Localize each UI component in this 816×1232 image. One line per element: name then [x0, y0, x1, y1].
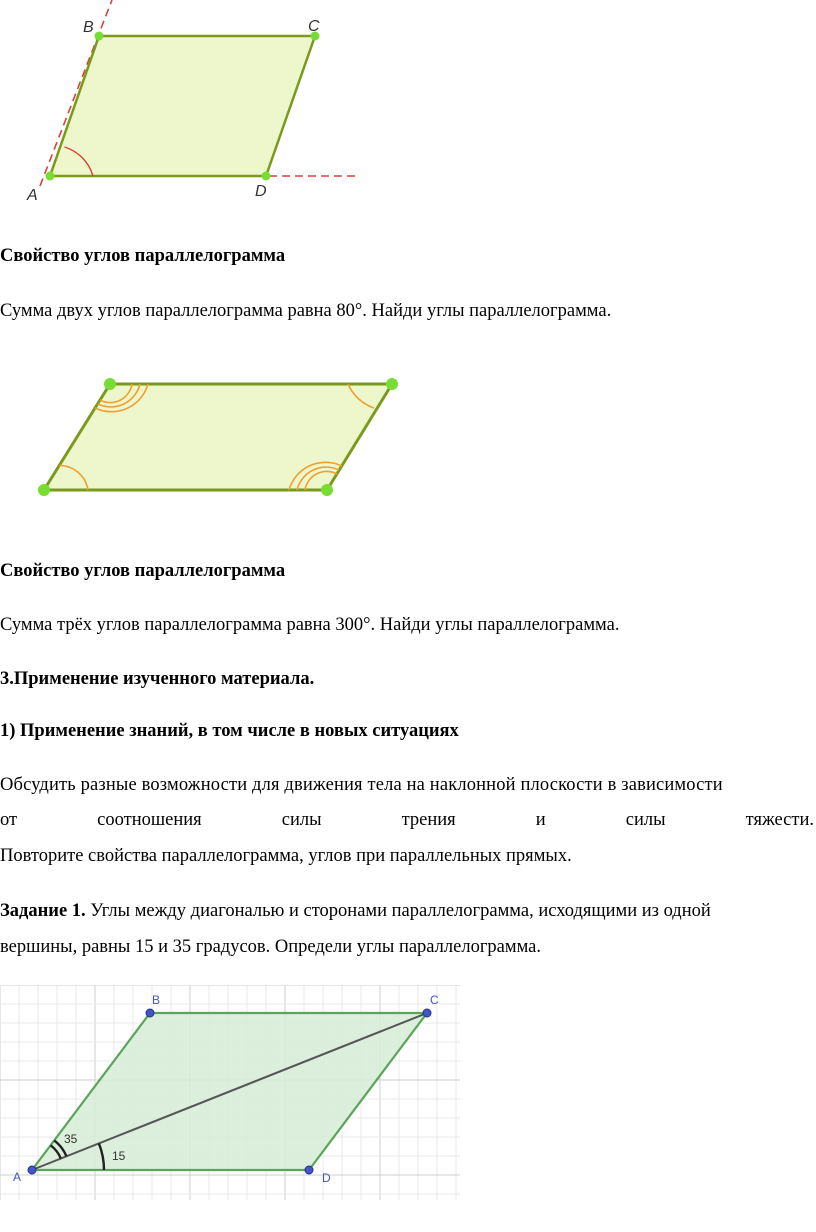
vertex-b	[146, 1009, 154, 1017]
angle-label-15: 15	[112, 1149, 126, 1163]
label-b: B	[83, 19, 94, 36]
word: соотношения	[97, 810, 202, 830]
vertex-d	[262, 172, 271, 181]
task1-line-1	[0, 893, 816, 929]
vertex-a	[46, 172, 55, 181]
task1-text-line1: Углы между диагональю и сторонами параллелограмма, исходящими из одной	[85, 901, 711, 921]
label-d: D	[255, 183, 267, 200]
figure-grid-parallelogram	[0, 985, 460, 1200]
vertex-c	[423, 1009, 431, 1017]
task1-label: Задание 1.	[0, 901, 86, 921]
label-b: B	[152, 993, 161, 1007]
label-a: A	[27, 187, 38, 204]
word: тяжести.	[745, 810, 814, 830]
vertex-d	[305, 1166, 313, 1174]
vertex-top-left	[104, 378, 116, 390]
figure-parallelogram-angles	[0, 370, 420, 510]
figure-parallelogram-abcd	[0, 0, 400, 210]
vertex-a	[28, 1166, 36, 1174]
word: трения	[401, 810, 456, 830]
task1-line-2: вершины, равны 15 и 35 градусов. Определи углы параллелограмма.	[0, 937, 542, 957]
section1-heading: Свойство углов параллелограмма	[0, 246, 286, 266]
discussion-line-1: Обсудить разные возможности для движения тела на наклонной плоскости в зависимости	[0, 775, 723, 795]
label-c: C	[430, 993, 439, 1007]
angle-label-35: 35	[64, 1132, 78, 1146]
vertex-bottom-right	[321, 484, 333, 496]
parallelogram-shape	[50, 36, 315, 176]
discussion-line-3: Повторите свойства параллелограмма, углов при параллельных прямых.	[0, 846, 572, 866]
parallelogram-shape-2	[44, 384, 392, 490]
vertex-b	[95, 32, 104, 41]
label-a: A	[13, 1170, 22, 1184]
word: силы	[625, 810, 666, 830]
word: силы	[281, 810, 322, 830]
word: от	[0, 810, 18, 830]
word: и	[535, 810, 546, 830]
section2-heading: Свойство углов параллелограмма	[0, 561, 286, 581]
section2-text: Сумма трёх углов параллелограмма равна 300°. Найди углы параллелограмма.	[0, 615, 620, 635]
section3-subheading: 1) Применение знаний, в том числе в новых ситуациях	[0, 721, 459, 741]
discussion-line-2	[0, 802, 814, 838]
vertex-bottom-left	[38, 484, 50, 496]
label-c: C	[308, 18, 320, 35]
section3-heading: 3.Применение изученного материала.	[0, 669, 315, 689]
section1-text: Сумма двух углов параллелограмма равна 80°. Найди углы параллелограмма.	[0, 301, 612, 321]
label-d: D	[322, 1171, 331, 1185]
vertex-top-right	[386, 378, 398, 390]
